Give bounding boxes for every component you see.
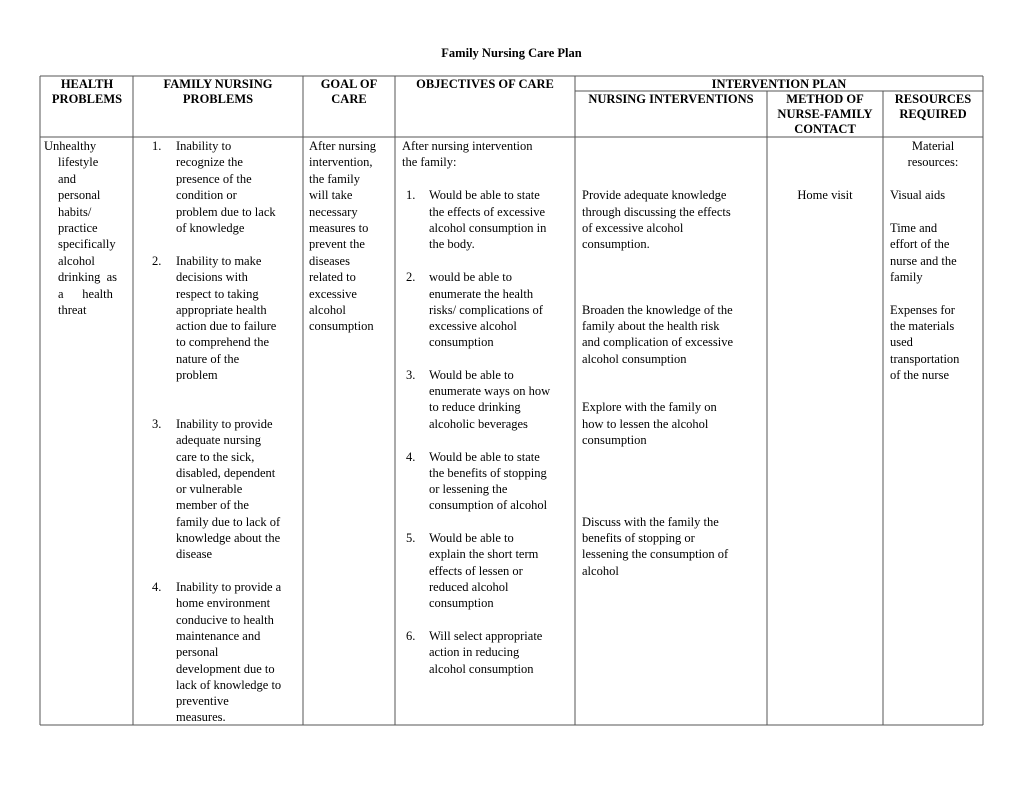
objective-number: 1. xyxy=(406,188,416,202)
header-intervention-plan: INTERVENTION PLAN xyxy=(711,77,847,91)
objective-line: to reduce drinking xyxy=(429,400,521,414)
header-method-of-contact: METHOD OF NURSE-FAMILY CONTACT xyxy=(777,92,873,136)
family-problem-line: family due to lack of xyxy=(176,515,281,529)
objective-number: 6. xyxy=(406,629,416,643)
family-problem-line: knowledge about the xyxy=(176,531,281,545)
objective-line: risks/ complications of xyxy=(429,303,543,317)
family-problem-line: Inability to provide a xyxy=(176,580,282,594)
family-problem-line: disabled, dependent xyxy=(176,466,276,480)
health-problem-line: alcohol xyxy=(58,254,95,268)
method-of-contact: Home visit xyxy=(797,188,853,202)
goal-line: After nursing xyxy=(309,139,376,153)
family-problem-line: action due to failure xyxy=(176,319,277,333)
family-problem-number: 4. xyxy=(152,580,162,594)
objective-line: Would be able to xyxy=(429,368,514,382)
objective-line: alcohol consumption in xyxy=(429,221,547,235)
family-problem-line: lack of knowledge to xyxy=(176,678,282,692)
intervention-line: Provide adequate knowledge xyxy=(582,188,727,202)
objective-line: would be able to xyxy=(429,270,512,284)
header-resources-required: RESOURCES REQUIRED xyxy=(894,92,972,121)
goal-line: measures to xyxy=(309,221,369,235)
objective-line: consumption xyxy=(429,596,494,610)
resources-heading-line: Material xyxy=(911,139,955,153)
intervention-line: Broaden the knowledge of the xyxy=(582,303,733,317)
objective-line: alcohol consumption xyxy=(429,662,534,676)
goal-line: related to xyxy=(309,270,356,284)
resource-expenses-line: Expenses for xyxy=(890,303,955,317)
resource-expenses-line: transportation xyxy=(890,352,960,366)
resource-time-effort-line: effort of the xyxy=(890,237,950,251)
family-problem-line: maintenance and xyxy=(176,629,261,643)
resource-time-effort-line: Time and xyxy=(890,221,938,235)
family-problem-line: respect to taking xyxy=(176,287,259,301)
family-problem-line: conducive to health xyxy=(176,613,274,627)
family-problem-line: care to the sick, xyxy=(176,450,255,464)
family-problem-line: recognize the xyxy=(176,155,243,169)
intervention-line: Explore with the family on xyxy=(582,400,717,414)
family-problem-line: personal xyxy=(176,645,219,659)
header-goal-of-care: GOAL OF CARE xyxy=(320,77,378,106)
family-problem-line: decisions with xyxy=(176,270,248,284)
health-problem-line: habits/ xyxy=(58,205,92,219)
family-problem-line: Inability to xyxy=(176,139,232,153)
family-problem-number: 3. xyxy=(152,417,162,431)
intervention-line: benefits of stopping or xyxy=(582,531,695,545)
objective-number: 5. xyxy=(406,531,416,545)
family-problem-line: problem xyxy=(176,368,218,382)
goal-line: intervention, xyxy=(309,155,373,169)
resource-expenses-line: of the nurse xyxy=(890,368,950,382)
family-problem-line: Inability to provide xyxy=(176,417,273,431)
health-problem-line: Unhealthy xyxy=(44,139,97,153)
family-problem-line: nature of the xyxy=(176,352,240,366)
objective-line: Would be able to state xyxy=(429,450,540,464)
family-problem-line: appropriate health xyxy=(176,303,267,317)
intervention-line: consumption. xyxy=(582,237,650,251)
family-problem-line: presence of the xyxy=(176,172,252,186)
intervention-line: how to lessen the alcohol xyxy=(582,417,709,431)
objective-number: 2. xyxy=(406,270,416,284)
objective-line: action in reducing xyxy=(429,645,520,659)
resource-visual-aids: Visual aids xyxy=(890,188,946,202)
health-problem-line: personal xyxy=(58,188,101,202)
objective-line: the benefits of stopping xyxy=(429,466,547,480)
objective-line: the effects of excessive xyxy=(429,205,546,219)
family-problem-line: preventive xyxy=(176,694,229,708)
health-problem-line: practice xyxy=(58,221,98,235)
goal-line: prevent the xyxy=(309,237,365,251)
intervention-line: Discuss with the family the xyxy=(582,515,719,529)
health-problem-line: threat xyxy=(58,303,87,317)
goal-line: will take xyxy=(309,188,353,202)
objective-line: explain the short term xyxy=(429,547,539,561)
page-title: Family Nursing Care Plan xyxy=(441,46,582,60)
intervention-line: of excessive alcohol xyxy=(582,221,684,235)
family-problem-line: measures. xyxy=(176,710,226,724)
health-problem-line: specifically xyxy=(58,237,116,251)
intervention-line: alcohol xyxy=(582,564,619,578)
objective-line: enumerate the health xyxy=(429,287,534,301)
family-problem-line: problem due to lack xyxy=(176,205,276,219)
objective-line: Would be able to state xyxy=(429,188,540,202)
header-objectives-of-care: OBJECTIVES OF CARE xyxy=(416,77,554,91)
objective-number: 3. xyxy=(406,368,416,382)
intervention-line: lessening the consumption of xyxy=(582,547,729,561)
objectives-intro-line: the family: xyxy=(402,155,457,169)
objective-line: alcoholic beverages xyxy=(429,417,528,431)
objective-line: consumption of alcohol xyxy=(429,498,548,512)
family-problem-number: 2. xyxy=(152,254,162,268)
objective-line: Will select appropriate xyxy=(429,629,543,643)
family-problem-line: adequate nursing xyxy=(176,433,262,447)
intervention-line: through discussing the effects xyxy=(582,205,731,219)
resource-time-effort-line: nurse and the xyxy=(890,254,957,268)
header-family-nursing-problems: FAMILY NURSING PROBLEMS xyxy=(163,77,273,106)
family-problem-line: Inability to make xyxy=(176,254,262,268)
objective-line: effects of lessen or xyxy=(429,564,523,578)
family-problem-line: of knowledge xyxy=(176,221,245,235)
goal-line: alcohol xyxy=(309,303,346,317)
goal-line: necessary xyxy=(309,205,358,219)
family-problem-line: home environment xyxy=(176,596,271,610)
resource-time-effort-line: family xyxy=(890,270,923,284)
health-problem-line: and xyxy=(58,172,77,186)
objective-line: reduced alcohol xyxy=(429,580,509,594)
family-problem-line: to comprehend the xyxy=(176,335,270,349)
objective-line: the body. xyxy=(429,237,475,251)
goal-line: the family xyxy=(309,172,361,186)
objective-line: enumerate ways on how xyxy=(429,384,551,398)
resource-expenses-line: used xyxy=(890,335,913,349)
intervention-line: and complication of excessive xyxy=(582,335,733,349)
family-problem-line: disease xyxy=(176,547,213,561)
objective-line: or lessening the xyxy=(429,482,508,496)
intervention-line: consumption xyxy=(582,433,647,447)
goal-line: excessive xyxy=(309,287,357,301)
family-problem-line: development due to xyxy=(176,662,275,676)
objective-number: 4. xyxy=(406,450,416,464)
family-problem-line: condition or xyxy=(176,188,237,202)
health-problem-line: lifestyle xyxy=(58,155,99,169)
health-problem-line: a health xyxy=(58,287,113,301)
family-problem-line: or vulnerable xyxy=(176,482,243,496)
family-problem-number: 1. xyxy=(152,139,162,153)
family-problem-line: member of the xyxy=(176,498,249,512)
objective-line: excessive alcohol xyxy=(429,319,517,333)
goal-line: diseases xyxy=(309,254,350,268)
health-problem-line: drinking as xyxy=(58,270,118,284)
objective-line: Would be able to xyxy=(429,531,514,545)
header-health-problems: HEALTH PROBLEMS xyxy=(51,77,123,106)
resource-expenses-line: the materials xyxy=(890,319,955,333)
objectives-intro-line: After nursing intervention xyxy=(402,139,533,153)
resources-heading-line: resources: xyxy=(907,155,959,169)
goal-line: consumption xyxy=(309,319,374,333)
intervention-line: alcohol consumption xyxy=(582,352,687,366)
intervention-line: family about the health risk xyxy=(582,319,720,333)
header-nursing-interventions: NURSING INTERVENTIONS xyxy=(588,92,754,106)
objective-line: consumption xyxy=(429,335,494,349)
